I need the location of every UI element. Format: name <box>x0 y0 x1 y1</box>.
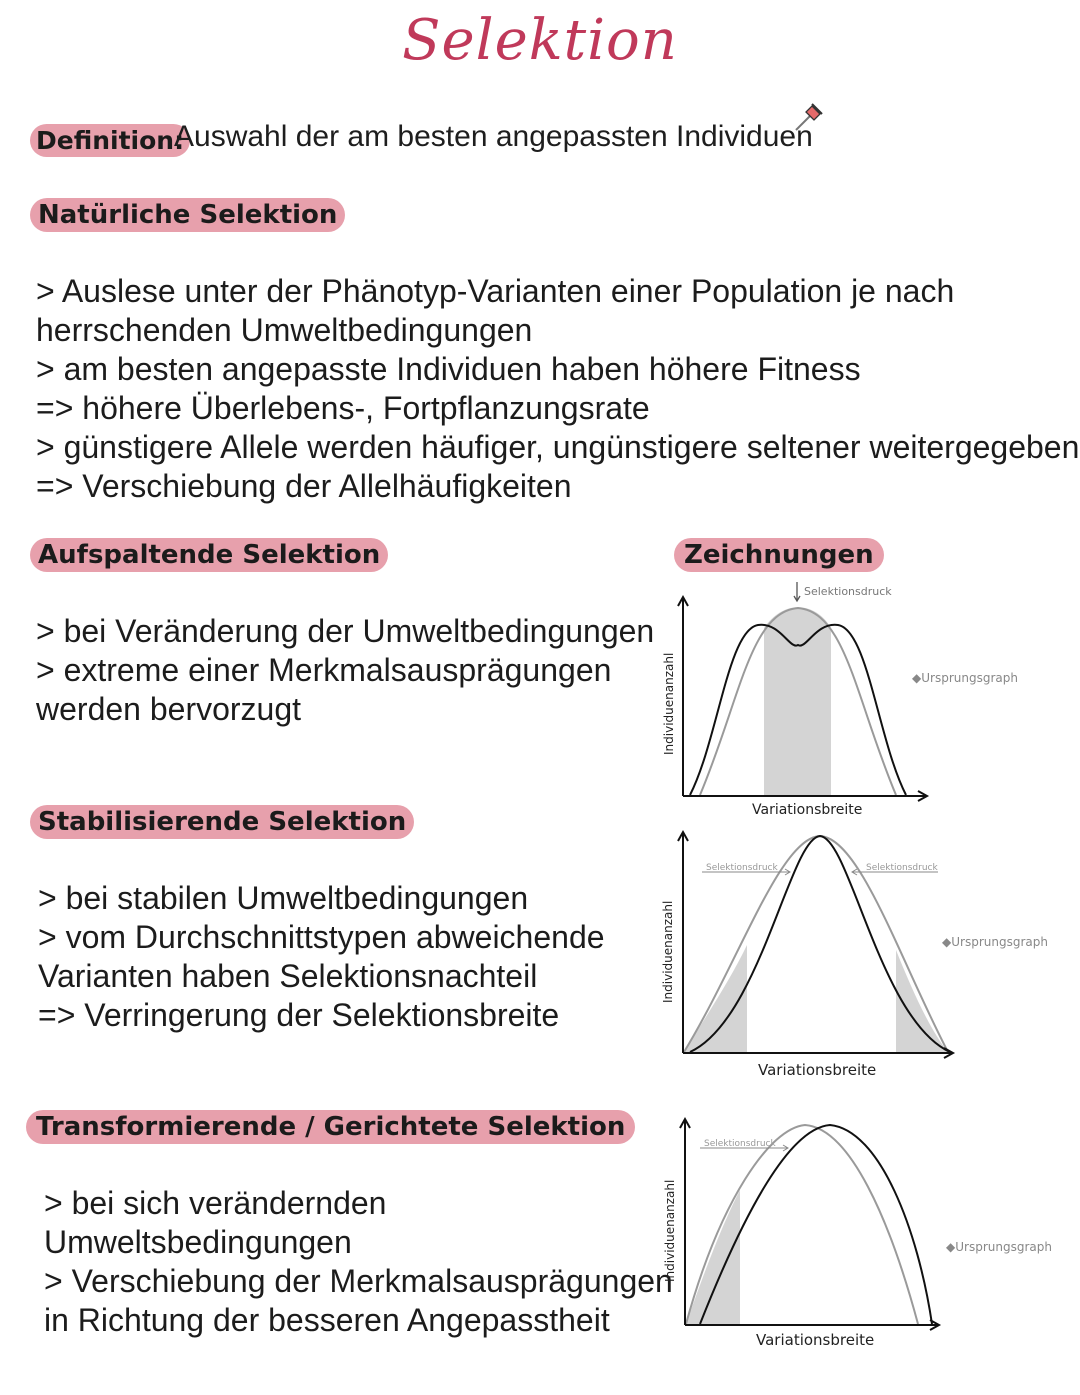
legend-diamond-icon: ◆ <box>942 935 952 949</box>
definition-text: Auswahl der am besten angepassten Individuen <box>174 120 813 153</box>
stabilizing-line-3: Varianten haben Selektionsnachteil <box>38 958 538 994</box>
stabilizing-pressure-left-label: Selektionsdruck <box>706 863 778 873</box>
disruptive-line-2: > extreme einer Merkmalsausprägungen <box>36 652 612 688</box>
directional-line-2: Umweltsbedingungen <box>44 1224 352 1260</box>
disruptive-line-1: > bei Veränderung der Umweltbedingungen <box>36 613 655 649</box>
definition-label: Definition: <box>30 124 190 157</box>
stabilizing-line-4: => Verringerung der Selektionsbreite <box>38 997 560 1033</box>
disruptive-line-3: werden bervorzugt <box>36 691 302 727</box>
stabilizing-selection-heading: Stabilisierende Selektion <box>30 805 414 839</box>
disruptive-legend: ◆Ursprungsgraph <box>912 671 1018 685</box>
directional-selection-heading: Transformierende / Gerichtete Selektion <box>26 1110 635 1144</box>
stabilizing-line-2: > vom Durchschnittstypen abweichende <box>38 919 605 955</box>
directional-pressure-label: Selektionsdruck <box>704 1139 776 1149</box>
disruptive-pressure-label: Selektionsdruck <box>804 585 892 598</box>
stabilizing-xlabel: Variationsbreite <box>758 1061 877 1079</box>
stabilizing-ylabel: Individuenanzahl <box>661 900 675 1003</box>
directional-line-1: > bei sich verändernden <box>44 1185 387 1221</box>
directional-legend: ◆Ursprungsgraph <box>946 1240 1052 1254</box>
drawings-heading: Zeichnungen <box>674 538 884 572</box>
natural-line-3: > am besten angepasste Individuen haben höhere Fitness <box>36 351 861 387</box>
directional-line-3: > Verschiebung der Merkmalsausprägungen <box>44 1263 673 1299</box>
natural-line-2: herrschenden Umweltbedingungen <box>36 312 533 348</box>
natural-line-6: => Verschiebung der Allelhäufigkeiten <box>36 468 572 504</box>
legend-diamond-icon: ◆ <box>946 1240 956 1254</box>
stabilizing-legend: ◆Ursprungsgraph <box>942 935 1048 949</box>
directional-line-4: in Richtung der besseren Angepasstheit <box>44 1302 610 1338</box>
natural-line-4: => höhere Überlebens-, Fortpflanzungsrate <box>36 390 650 426</box>
page-title: Selektion <box>402 8 678 73</box>
directional-xlabel: Variationsbreite <box>756 1331 875 1349</box>
disruptive-xlabel: Variationsbreite <box>752 802 863 818</box>
directional-shaded-area <box>686 1190 740 1324</box>
legend-diamond-icon: ◆ <box>912 671 922 685</box>
directional-ylabel: Individuenanzahl <box>663 1179 677 1282</box>
disruptive-ylabel: Individuenanzahl <box>662 652 676 755</box>
stabilizing-line-1: > bei stabilen Umweltbedingungen <box>38 880 529 916</box>
natural-selection-heading: Natürliche Selektion <box>30 198 345 232</box>
disruptive-selection-heading: Aufspaltende Selektion <box>30 538 388 572</box>
natural-line-5: > günstigere Allele werden häufiger, ungünstigere seltener weitergegeben <box>36 429 1080 465</box>
stabilizing-pressure-right-label: Selektionsdruck <box>866 863 938 873</box>
natural-line-1: > Auslese unter der Phänotyp-Varianten einer Population je nach <box>36 273 955 309</box>
